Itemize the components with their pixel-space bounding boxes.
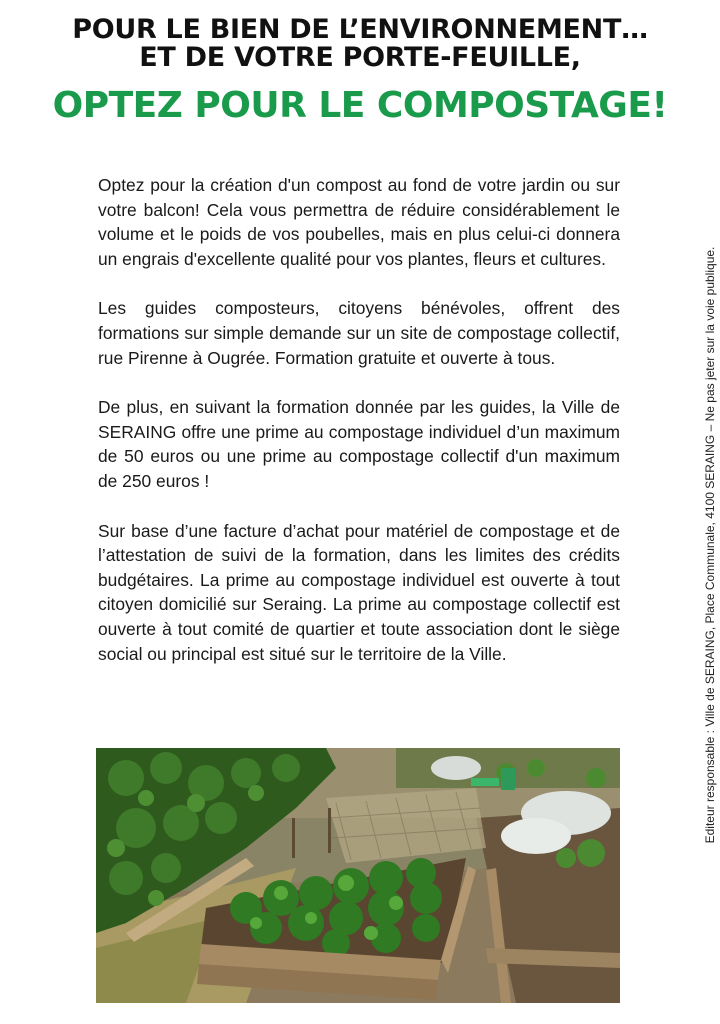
body-text — [98, 173, 620, 691]
garden-photo — [96, 748, 620, 1003]
paragraph-intro: Optez pour la création d'un compost au fond de votre jardin ou sur votre balcon! Cela vous permettra de réduire considérablement le volume et le poids de vos poubelles, mais en plus celui-ci donnera un engrais d'excellente qualité pour vos plantes, fleurs et cultures. — [98, 175, 620, 269]
headline-compostage: OPTEZ POUR LE COMPOSTAGE! — [52, 85, 668, 126]
publisher-notice: Editeur responsable : Ville de SERAING, Place Communale, 4100 SERAING – Ne pas jeter sur la voie publique. — [703, 246, 717, 844]
paragraph-conditions: Sur base d’une facture d’achat pour matériel de compostage et de l’attestation de suivi de la formation, dans les limites des crédits budgétaires. La prime au compostage individuel est ouverte à tout citoyen domicilié sur Seraing. La prime au compostage collectif est ouverte à tout comité de quartier et toute association dont le siège social ou principal est situé sur le territoire de la Ville. — [98, 520, 620, 664]
headline-line-1: POUR LE BIEN DE L’ENVIRONNEMENT… — [72, 14, 648, 45]
headline-line-2: ET DE VOTRE PORTE-FEUILLE, — [139, 42, 581, 73]
paragraph-prime: De plus, en suivant la formation donnée par les guides, la Ville de SERAING offre une prime au compostage individuel d’un maximum de 50 euros ou une prime au compostage collectif d'un maximum de 250 euros ! — [98, 397, 620, 491]
paragraph-guides: Les guides composteurs, citoyens bénévoles, offrent des formations sur simple demande sur un site de compostage collectif, rue Pirenne à Ougrée. Formation gratuite et ouverte à tous. — [98, 298, 620, 368]
raised-bed-garden-illustration — [96, 748, 620, 1003]
